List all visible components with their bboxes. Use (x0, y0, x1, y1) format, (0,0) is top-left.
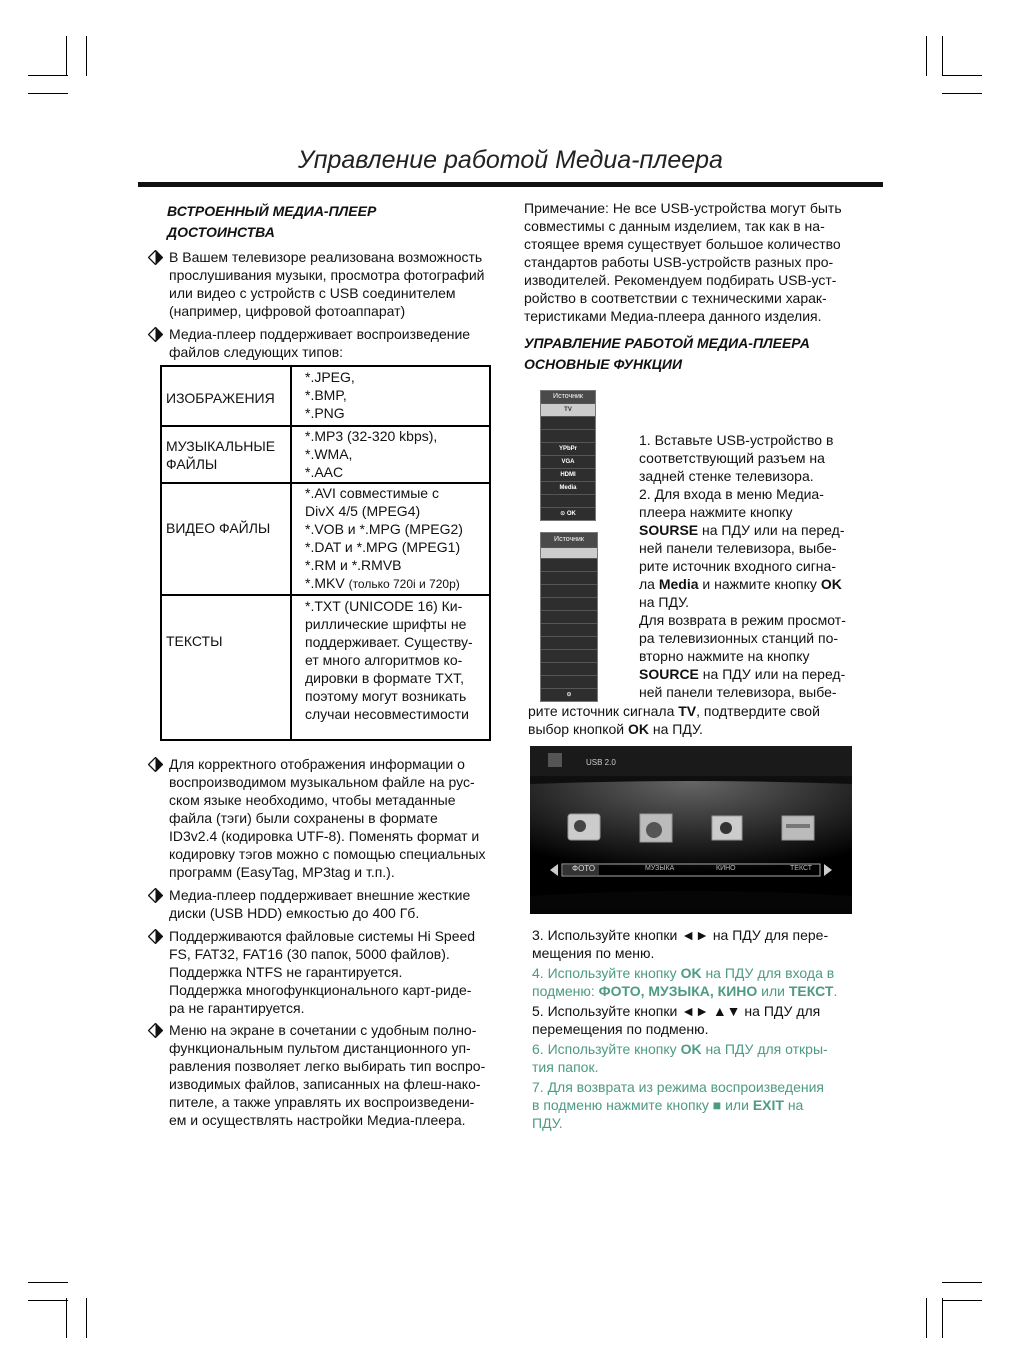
menu-header: Источник (541, 533, 597, 547)
bullet-hdd: Медиа-плеер поддерживает внешние жесткие диски (USB HDD) емкостью до 400 Гб. (148, 886, 539, 922)
menu-header: Источник (541, 391, 595, 403)
tab-text[interactable]: ТЕКСТ (790, 865, 813, 872)
menu-item[interactable] (541, 547, 597, 558)
menu-item[interactable] (541, 649, 597, 662)
menu-item[interactable]: TV (541, 403, 595, 416)
menu-item[interactable] (541, 558, 597, 571)
diamond-bullet-icon (148, 757, 163, 772)
steps-3-7: 3. Используйте кнопки ◄► на ПДУ для пере- мещения по меню. 4. Используйте кнопку OK на ПДУ для входа в подменю: ФОТО, МУЗЫКА, КИНО или ТЕКСТ. 5. Используйте кнопки ◄► ▲▼ на ПДУ для перемещения по подменю. 6. Используйте кнопку OK на ПДУ для откры- тия папок. 7. Для возврата из режима воспроизведения в подменю нажмите кнопку ■ или EXIT на ПДУ. (532, 927, 838, 1131)
movie-icon (712, 816, 742, 840)
menu-item[interactable] (541, 662, 597, 675)
table-formats-cell: *.JPEG, *.BMP, *.PNG (305, 369, 355, 421)
media-player-screenshot (530, 746, 852, 914)
menu-item[interactable] (541, 429, 595, 442)
menu-item[interactable] (541, 494, 595, 507)
section-heading: УПРАВЛЕНИЕ РАБОТОЙ МЕДИА-ПЛЕЕРА ОСНОВНЫЕ ФУНКЦИИ (524, 335, 810, 372)
menu-item[interactable] (541, 597, 597, 610)
tab-music[interactable]: МУЗЫКА (645, 865, 675, 872)
menu-item[interactable] (541, 675, 597, 688)
return-instructions: рите источник сигнала TV, подтвердите свой выбор кнопкой OK на ПДУ. (528, 703, 820, 737)
page-title: Управление работой Медиа-плеера (298, 146, 723, 174)
diamond-bullet-icon (148, 929, 163, 944)
step-1-2: 1. Вставьте USB-устройство в соответствующий разъем на задней стенке телевизора. 2. Для входа в меню Медиа- плеера нажмите кнопку SOURSE на ПДУ или на перед- ней панели телевизора, выбе- рите источник входного сигна- ла Media и нажмите кнопку OK на ПДУ. Для возврата в режим просмот- ра телевизионных станций по- вторно нажмите на кнопку SOURCE на ПДУ или на перед- ней панели телевизора, выбе- (639, 432, 846, 700)
music-icon (640, 814, 672, 842)
usb-label: USB 2.0 (586, 758, 616, 767)
diamond-bullet-icon (148, 1023, 163, 1038)
menu-item[interactable] (541, 610, 597, 623)
media-screen-graphic (530, 746, 852, 914)
text-folder-icon (782, 816, 814, 840)
menu-ok[interactable]: ⊙ OK (541, 507, 595, 520)
bullet-usb: В Вашем телевизоре реализована возможность прослушивания музыки, просмотра фотографий или видео с устройств с USB соединителем (например, цифровой фотоаппарат) (148, 248, 539, 320)
table-type-cell: ВИДЕО ФАЙЛЫ (166, 520, 271, 536)
menu-ok[interactable]: ⊙ (541, 688, 597, 701)
menu-item[interactable]: YPbPr (541, 442, 595, 455)
bullet-metadata: Для корректного отображения информации о воспроизводимом музыкальном файле на рус- ском языке необходимо, чтобы метаданные файла (тэги) были сохранены в формате ID3v2.4 (кодировка UTF-8). Поменять формат и кодировку тэгов можно с помощью специальных программ (EasyTag, MP3tag и т.п.). (148, 755, 539, 881)
diamond-bullet-icon (148, 888, 163, 903)
tab-photo[interactable]: ФОТО (572, 864, 596, 873)
source-menu-empty (540, 532, 598, 702)
table-type-cell: МУЗЫКАЛЬНЫЕ ФАЙЛЫ (166, 438, 276, 472)
table-formats-cell: *.MP3 (32-320 kbps), *.WMA, *.AAC (305, 428, 438, 480)
menu-item[interactable] (541, 623, 597, 636)
menu-item[interactable]: HDMI (541, 468, 595, 481)
photo-icon (568, 814, 600, 840)
bullet-filesystems: Поддерживаются файловые системы Hi Speed FS, FAT32, FAT16 (30 папок, 5000 файлов). Поддержка NTFS не гарантируется. Поддержка многофункционального карт-риде- ра не гарантируется. (148, 927, 539, 1017)
table-formats-cell: *.TXT (UNICODE 16) Ки- риллические шрифты не поддерживает. Существу- ет много алгоритмов ко- дировки в формате TXT, поэтому могут возникать случаи несовместимости (305, 598, 473, 722)
menu-item[interactable] (541, 636, 597, 649)
bullet-menu: Меню на экране в сочетании с удобным полно- функциональным пультом дистанционного уп- равления позволяет легко выбирать тип воспро- изводимых файлов, записанных на флеш-нако- пителе, а также управлять их воспроизведени- ем и осуществлять настройки Медиа-плеера. (148, 1021, 539, 1129)
diamond-bullet-icon (148, 250, 163, 265)
tab-movie[interactable]: КИНО (716, 865, 736, 872)
table-type-cell: ИЗОБРАЖЕНИЯ (166, 390, 275, 406)
source-menu (540, 390, 596, 521)
section-heading: ВСТРОЕННЫЙ МЕДИА-ПЛЕЕР ДОСТОИНСТВА (167, 203, 377, 240)
title-rule (138, 182, 883, 187)
menu-item[interactable] (541, 571, 597, 584)
menu-item[interactable] (541, 584, 597, 597)
table-type-cell: ТЕКСТЫ (166, 633, 223, 649)
menu-item[interactable]: VGA (541, 455, 595, 468)
note-paragraph: Примечание: Не все USB-устройства могут быть совместимы с данным изделием, так как в на- стоящее время существует большое количество стандартов работы USB-устройств разных про- изводителей. Рекомендуем подбирать USB-уст- ройство в соответствии с техническими харак- теристиками Медиа-плеера данного изделия. (524, 200, 842, 324)
table-formats-cell: *.AVI совместимые с DivX 4/5 (MPEG4) *.VOB и *.MPG (MPEG2) *.DAT и *.MPG (MPEG1) *.RM и *.RMVB *.MKV (только 720i и 720p) (305, 485, 463, 591)
menu-item[interactable]: Media (541, 481, 595, 494)
diamond-bullet-icon (148, 327, 163, 342)
menu-item[interactable] (541, 416, 595, 429)
bullet-formats: Медиа-плеер поддерживает воспроизведение файлов следующих типов: (148, 325, 539, 361)
